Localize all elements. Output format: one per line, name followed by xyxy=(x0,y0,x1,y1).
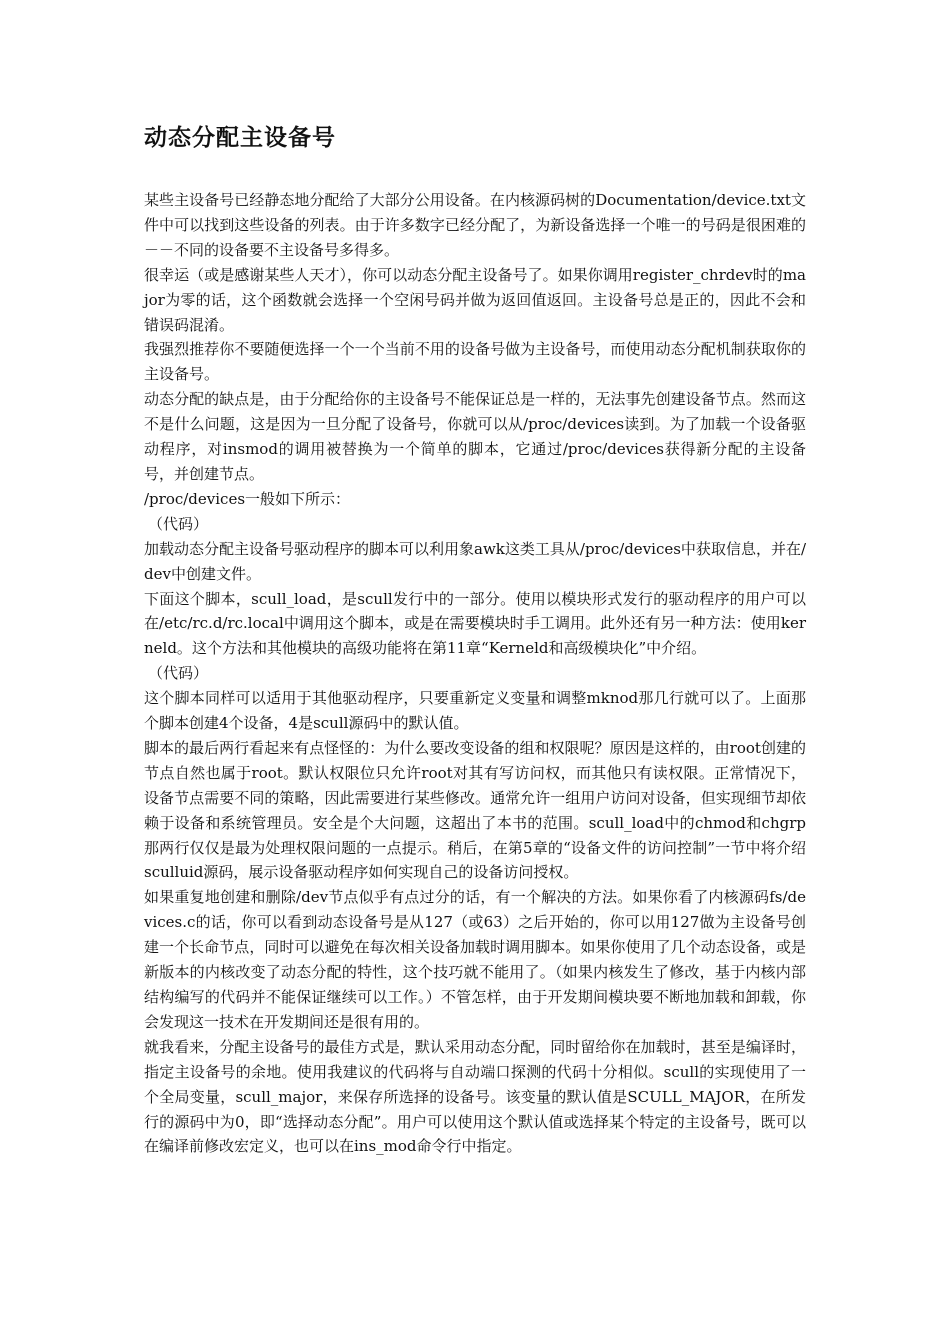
document-page xyxy=(144,120,806,1159)
paragraph-load-script: 加载动态分配主设备号驱动程序的脚本可以利用象awk这类工具从/proc/devices中获取信息，并在/dev中创建文件。 xyxy=(144,539,806,583)
paragraph-permissions: 脚本的最后两行看起来有点怪怪的：为什么要改变设备的组和权限呢？原因是这样的，由root创建的节点自然也属于root。默认权限位只允许root对其有写访问权，而其他只有读权限。正常情况下，设备节点需要不同的策略，因此需要进行某些修改。通常允许一组用户访问对设备，但实现细节却依赖于设备和系统管理员。安全是个大问题，这超出了本书的范围。scull_load中的chmod和chgrp那两行仅仅是最为处理权限问题的一点提示。稍后，在第5章的“设备文件的访问控制”一节中将介绍sculluid源码，展示设备驱动程序如何实现自己的设备访问授权。 xyxy=(144,738,806,882)
paragraph-scull-load: 下面这个脚本，scull_load，是scull发行中的一部分。使用以模块形式发行的驱动程序的用户可以在/etc/rc.d/rc.local中调用这个脚本，或是在需要模块时手工调用。此外还有另一种方法：使用kerneld。这个方法和其他模块的高级功能将在第11章“Kerneld和高级模块化”中介绍。 xyxy=(144,589,806,658)
code-placeholder: （代码） xyxy=(148,514,209,533)
page-title: 动态分配主设备号 xyxy=(144,125,336,151)
paragraph-proc-devices: /proc/devices一般如下所示： xyxy=(144,489,351,508)
paragraph-static-major-numbers: 某些主设备号已经静态地分配给了大部分公用设备。在内核源码树的Documentation/device.txt文件中可以找到这些设备的列表。由于许多数字已经分配了，为新设备选择一个唯一的号码是很困难的－－不同的设备要不主设备号多得多。 xyxy=(144,191,806,259)
paragraph-drawback: 动态分配的缺点是，由于分配给你的主设备号不能保证总是一样的，无法事先创建设备节点。然而这不是什么问题，这是因为一旦分配了设备号，你就可以从/proc/devices读到。为了加载一个设备驱动程序，对insmod的调用被替换为一个简单的脚本，它通过/proc/devices获得新分配的主设备号，并创建节点。 xyxy=(144,390,806,483)
paragraph-persistent-node: 如果重复地创建和删除/dev节点似乎有点过分的话，有一个解决的方法。如果你看了内核源码fs/devices.c的话，你可以看到动态设备号是从127（或63）之后开始的，你可以用127做为主设备号创建一个长命节点，同时可以避免在每次相关设备加载时调用脚本。如果你使用了几个动态设备，或是新版本的内核改变了动态分配的特性，这个技巧就不能用了。（如果内核发生了修改，基于内核内部结构编写的代码并不能保证继续可以工作。）不管怎样，由于开发期间模块要不断地加载和卸载，你会发现这一技术在开发期间还是很有用的。 xyxy=(144,888,806,1031)
paragraph-script-reuse: 这个脚本同样可以适用于其他驱动程序，只要重新定义变量和调整mknod那几行就可以了。上面那个脚本创建4个设备，4是scull源码中的默认值。 xyxy=(144,689,806,733)
paragraph-recommendation: 我强烈推荐你不要随便选择一个一个当前不用的设备号做为主设备号，而使用动态分配机制获取你的主设备号。 xyxy=(144,340,806,384)
paragraph-best-practice: 就我看来，分配主设备号的最佳方式是，默认采用动态分配，同时留给你在加载时，甚至是编译时，指定主设备号的余地。使用我建议的代码将与自动端口探测的代码十分相似。scull的实现使用了一个全局变量，scull_major，来保存所选择的设备号。该变量的默认值是SCULL_MAJOR，在所发行的源码中为0，即“选择动态分配”。用户可以使用这个默认值或选择某个特定的主设备号，既可以在编译前修改宏定义，也可以在ins_mod命令行中指定。 xyxy=(144,1037,806,1156)
paragraph-dynamic-allocation: 很幸运（或是感谢某些人天才），你可以动态分配主设备号了。如果你调用register_chrdev时的major为零的话，这个函数就会选择一个空闲号码并做为返回值返回。主设备号总是正的，因此不会和错误码混淆。 xyxy=(144,265,806,334)
code-placeholder: （代码） xyxy=(148,664,209,683)
